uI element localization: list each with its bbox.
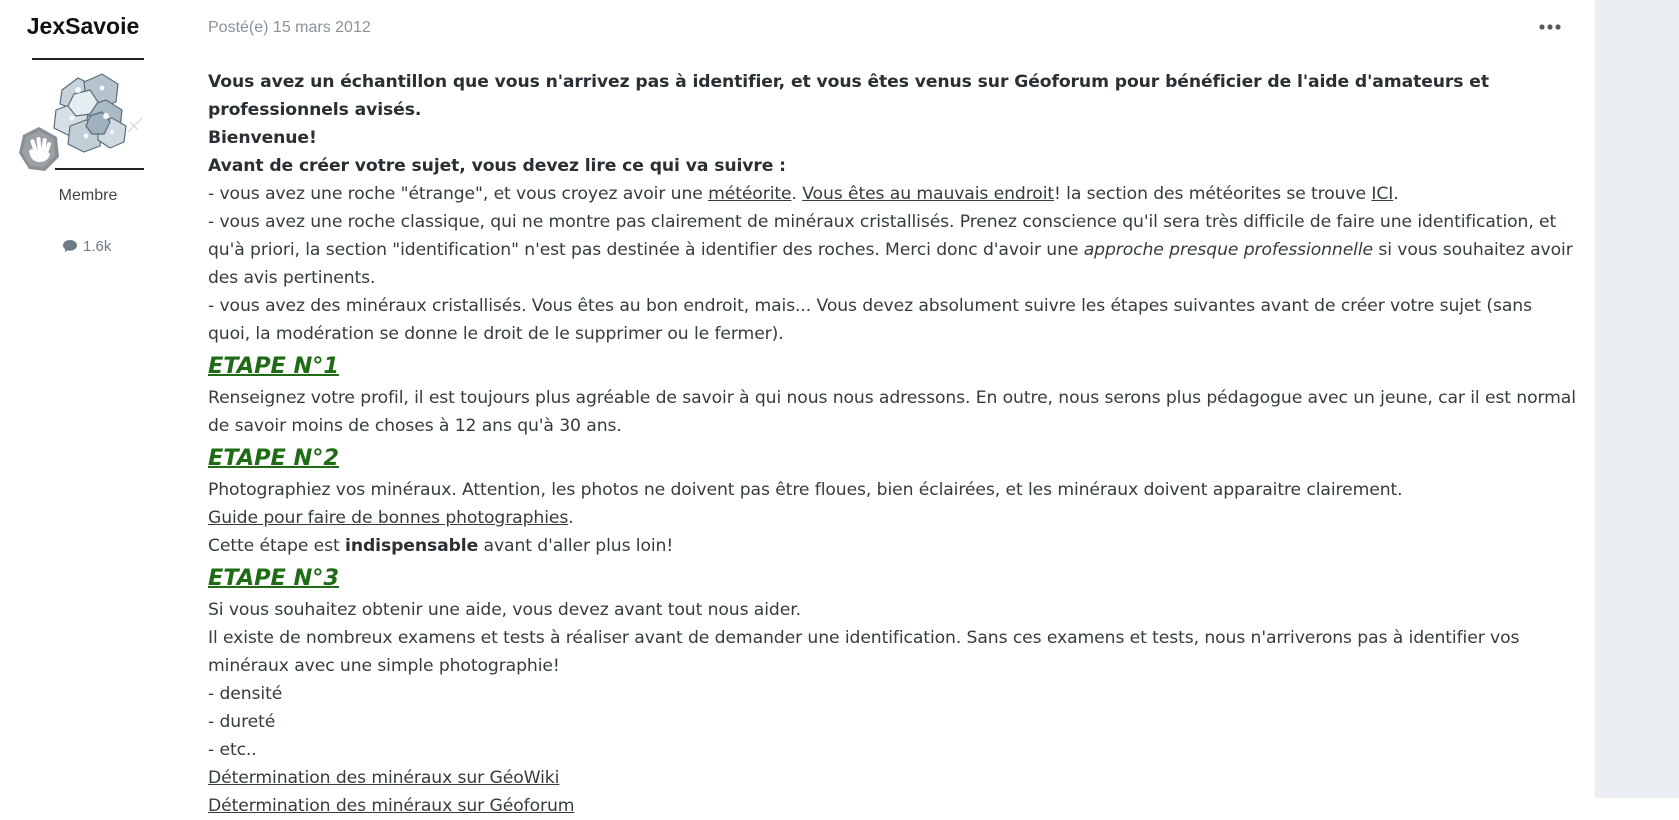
step-3-heading: ETAPE N°3 (208, 565, 339, 591)
intro-line-1 (208, 68, 1578, 124)
bullet-meteorite-end: . (1393, 184, 1399, 204)
step-2-heading: ETAPE N°2 (208, 445, 339, 471)
post-count-value: 1.6k (83, 237, 112, 255)
geowiki-line (208, 764, 1578, 792)
photo-guide-end: . (568, 508, 574, 528)
intro-line-2 (208, 124, 1578, 152)
bullet-rock (208, 208, 1578, 292)
author-post-count[interactable] (62, 236, 111, 256)
bullet-meteorite-sep: . (791, 184, 803, 204)
step-2-note (208, 532, 1578, 560)
bullet-rock-text: - vous avez une roche classique, qui ne montre pas clairement de minéraux cristallisés. Prenez conscience qu'il sera très difficile de faire une identification, et qu'à priori, la section "identification" n'est pas destinée à identifier des roches. Merci donc d'avoir une (208, 212, 1557, 260)
geoforum-line (208, 792, 1578, 820)
wrong-place-link[interactable]: Vous êtes au mauvais endroit (802, 184, 1055, 204)
bullet-meteorite-text: - vous avez une roche "étrange", et vous croyez avoir une (208, 184, 709, 204)
bullet-meteorite (208, 180, 1578, 208)
step-1-heading: ETAPE N°1 (208, 353, 339, 379)
intro-line-2-text: Bienvenue! (208, 128, 317, 148)
step-3-line-1: Si vous souhaitez obtenir une aide, vous devez avant tout nous aider. (208, 600, 801, 620)
step-1-text: Renseignez votre profil, il est toujours plus agréable de savoir à qui nous nous adressons. En outre, nous serons plus pédagogue avec un jeune, car il est normal de savoir moins de choses à 12 ans qu'à 30 ans. (208, 388, 1576, 436)
list-item: - densité (208, 684, 283, 704)
page-right-gutter (1595, 0, 1679, 798)
step-3-line-2: Il existe de nombreux examens et tests à réaliser avant de demander une identification. Sans ces examens et tests, nous n'arriverons pas à identifier vos minéraux avec une simple photographie! (208, 628, 1520, 676)
bullet-meteorite-mid: ! la section des météorites se trouve (1054, 184, 1372, 204)
step-2-note-post: avant d'aller plus loin! (478, 536, 674, 556)
rank-badge (15, 125, 63, 173)
list-item: - etc.. (208, 740, 257, 760)
avatar-underline (55, 168, 144, 170)
step-2-note-bold: indispensable (345, 536, 479, 556)
intro-line-3-text: Avant de créer votre sujet, vous devez lire ce qui va suivre : (208, 156, 786, 176)
post-content (208, 68, 1578, 820)
post-date[interactable]: Posté(e) 15 mars 2012 (208, 19, 371, 36)
ici-link[interactable]: ICI (1371, 184, 1394, 204)
meteorite-link[interactable]: météorite (708, 184, 792, 204)
list-item: - dureté (208, 712, 276, 732)
speech-bubble-icon (62, 239, 78, 253)
author-group-label: Membre (58, 187, 118, 204)
more-options-button[interactable] (1538, 18, 1562, 36)
step-2-note-pre: Cette étape est (208, 536, 346, 556)
ellipsis-icon (1539, 24, 1561, 30)
intro-line-1-text: Vous avez un échantillon que vous n'arrivez pas à identifier, et vous êtes venus sur Géoforum pour bénéficier de l'aide d'amateurs et professionnels avisés. (208, 72, 1489, 120)
hand-wave-rank-badge-icon (15, 125, 63, 173)
bullet-minerals: - vous avez des minéraux cristallisés. Vous êtes au bon endroit, mais... Vous devez absolument suivre les étapes suivantes avant de créer votre sujet (sans quoi, la modération se donne le droit de le supprimer ou le fermer). (208, 296, 1532, 344)
bullet-rock-end: si vous souhaitez avoir des avis pertinents. (208, 240, 1573, 288)
step-2-guide (208, 504, 1578, 532)
step-2-text: Photographiez vos minéraux. Attention, les photos ne doivent pas être floues, bien éclairées, et les minéraux doivent apparaitre clairement. (208, 480, 1403, 500)
geowiki-link[interactable]: Détermination des minéraux sur GéoWiki (208, 768, 560, 788)
bullet-rock-emphasis: approche presque professionnelle (1083, 240, 1373, 260)
photo-guide-link[interactable]: Guide pour faire de bonnes photographies (208, 508, 569, 528)
intro-line-3 (208, 152, 1578, 180)
geoforum-link[interactable]: Détermination des minéraux sur Géoforum (208, 796, 575, 816)
author-name[interactable]: JexSavoie (26, 13, 140, 39)
